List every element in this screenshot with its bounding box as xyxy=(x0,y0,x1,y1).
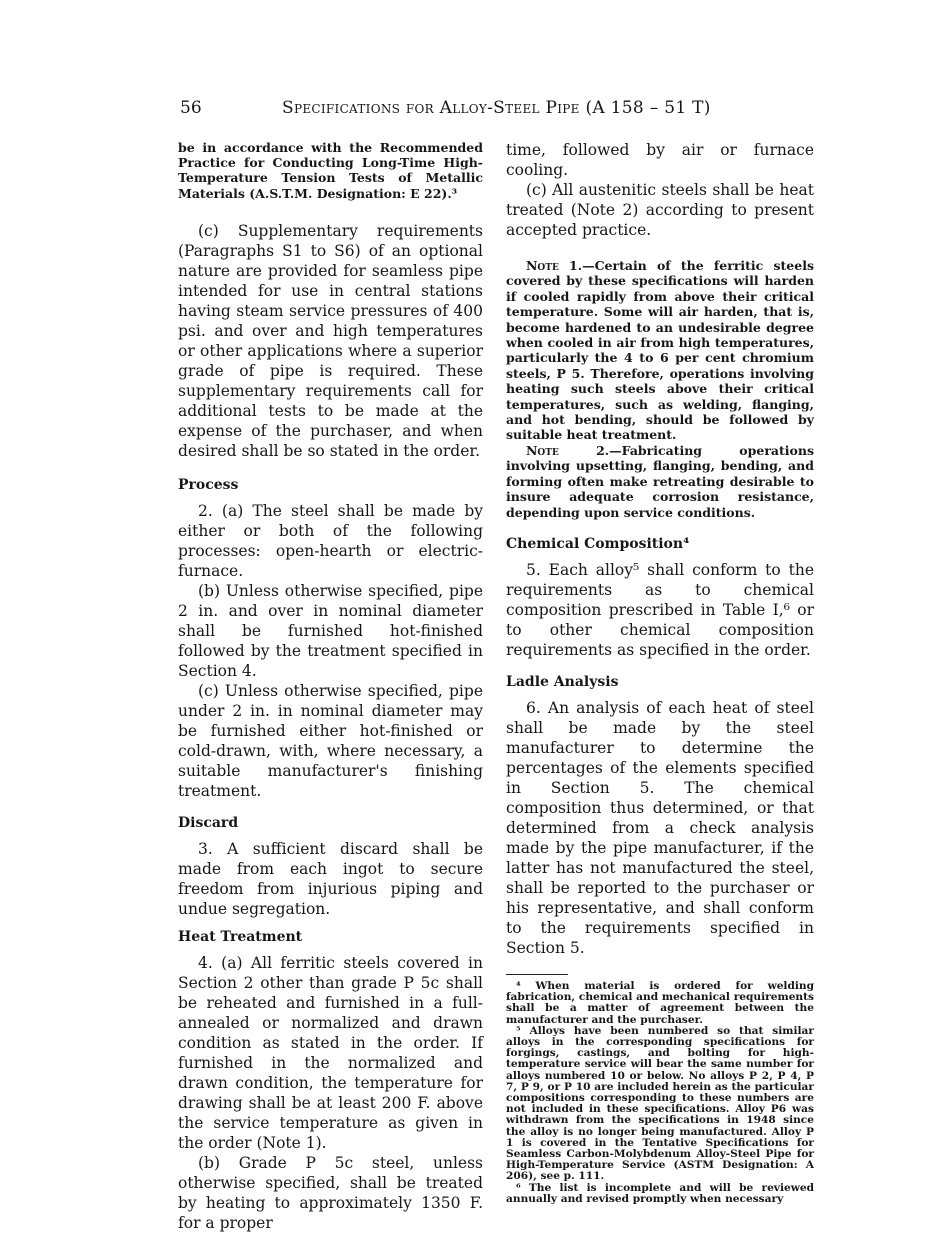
paragraph-2c: (c) Unless otherwise specified, pipe under 2 in. in nominal diameter may be furnished either hot-finished or cold-drawn, with, where necessary, a suitable manufacturer's finishing treatment. xyxy=(178,681,483,800)
note-2-text: —Fabricating operations involving upsetting, flanging, bending, and forming often make retreating desirable to insure adequate corrosion resistance, depending upon service conditions. xyxy=(506,442,814,520)
heading-discard: Discard xyxy=(178,814,239,831)
heading-chemical-composition: Chemical Composition⁴ xyxy=(506,535,690,552)
footnote-4: ⁴ When material is ordered for welding fabrication, chemical and mechanical requirements shall be a matter of agreement between the manufacturer and the purchaser. xyxy=(506,979,814,1026)
paragraph-6: 6. An analysis of each heat of steel shall be made by the steel manufacturer to determine the percentages of the elements specified in Section 5. The chemical composition thus determined, or that determined from a check analysis made by the pipe manufacturer, if the latter has not manufactured the steel, shall be reported to the purchaser or his representative, and shall conform to the requirements specified in Section 5. xyxy=(506,698,814,957)
note-1-text: —Certain of the ferritic steels covered by these specifications will harden if cooled rapidly from above their critical temperature. Some will air harden, that is, become hardened to an undesirable degree when cooled in air from high temperatures, particularly the 4 to 6 per cent chromium steels, P 5. Therefore, operations involving heating such steels above their critical temperatures, such as welding, flanging, and hot bending, should be followed by suitable heat treatment. xyxy=(506,258,814,443)
footnote-6: ⁶ The list is incomplete and will be reviewed annually and revised promptly when necessary xyxy=(506,1181,814,1205)
page-number: 56 xyxy=(180,98,202,118)
intro-paragraph: be in accordance with the Recommended Practice for Conducting Long-Time High-Temperature Tension Tests of Metallic Materials (A.S.T.M. Designation: E 22).³ xyxy=(178,140,483,201)
footnote-rule xyxy=(506,974,568,975)
heading-heat-treatment: Heat Treatment xyxy=(178,928,303,945)
note-2-label: Note 2. xyxy=(526,442,610,458)
left-column xyxy=(178,140,483,1233)
paragraph-2b: (b) Unless otherwise specified, pipe 2 in. and over in nominal diameter shall be furnished hot-finished followed by the treatment specified in Section 4. xyxy=(178,581,483,680)
note-1 xyxy=(506,258,814,443)
heading-process: Process xyxy=(178,476,239,493)
paragraph-4a: 4. (a) All ferritic steels covered in Section 2 other than grade P 5c shall be reheated and furnished in a full-annealed or normalized and drawn condition as stated in the order. If furnished in the normalized and drawn condition, the temperature for drawing shall be at least 200 F. above the service temperature as given in the order (Note 1). xyxy=(178,953,483,1152)
running-head: Specifications for Alloy-Steel Pipe (A 158 – 51 T) xyxy=(282,98,711,118)
right-column xyxy=(506,140,814,1205)
heading-ladle-analysis: Ladle Analysis xyxy=(506,673,619,690)
paragraph-4b: (b) Grade P 5c steel, unless otherwise specified, shall be treated by heating to approximately 1350 F. for a proper xyxy=(178,1153,483,1232)
paragraph-1c: (c) Supplementary requirements (Paragraphs S1 to S6) of an optional nature are provided for seamless pipe intended for use in central stations having steam service pressures of 400 psi. and over and high temperatures or other applications where a superior grade of pipe is required. These supplementary requirements call for additional tests to be made at the expense of the purchaser, and when desired shall be so stated in the order. xyxy=(178,221,483,460)
continued-text: time, followed by air or furnace cooling. xyxy=(506,141,814,179)
note-1-label: Note 1. xyxy=(526,258,583,273)
note-2 xyxy=(506,443,814,520)
footnote-5: ⁵ Alloys have been numbered so that similar alloys in the corresponding specifications for forgings, castings, and bolting for high-temperature service will bear the same number for alloys numbered 10 or below. No alloys P 2, P 4, P 7, P 9, or P 10 are included herein as the particular compositions corresponding to these numbers are not included in these specifications. Alloy P6 was withdrawn from the specifications in 1948 since the alloy is no longer being manufactured. Alloy P 1 is covered in the Tentative Specifications for Seamless Carbon-Molybdenum Alloy-Steel Pipe for High-Temperature Service (ASTM Designation: A 206), see p. 111. xyxy=(506,1024,814,1183)
paragraph-4c: (c) All austenitic steels shall be heat treated (Note 2) according to present accepted practice. xyxy=(506,181,814,239)
page-header xyxy=(180,98,820,124)
paragraph-3: 3. A sufficient discard shall be made from each ingot to secure freedom from injurious piping and undue segregation. xyxy=(178,839,483,918)
paragraph-5: 5. Each alloy⁵ shall conform to the requirements as to chemical composition prescribed in Table I,⁶ or to other chemical composition requirements as specified in the order. xyxy=(506,560,814,659)
paragraph-2a: 2. (a) The steel shall be made by either or both of the following processes: open-hearth or electric-furnace. xyxy=(178,501,483,580)
